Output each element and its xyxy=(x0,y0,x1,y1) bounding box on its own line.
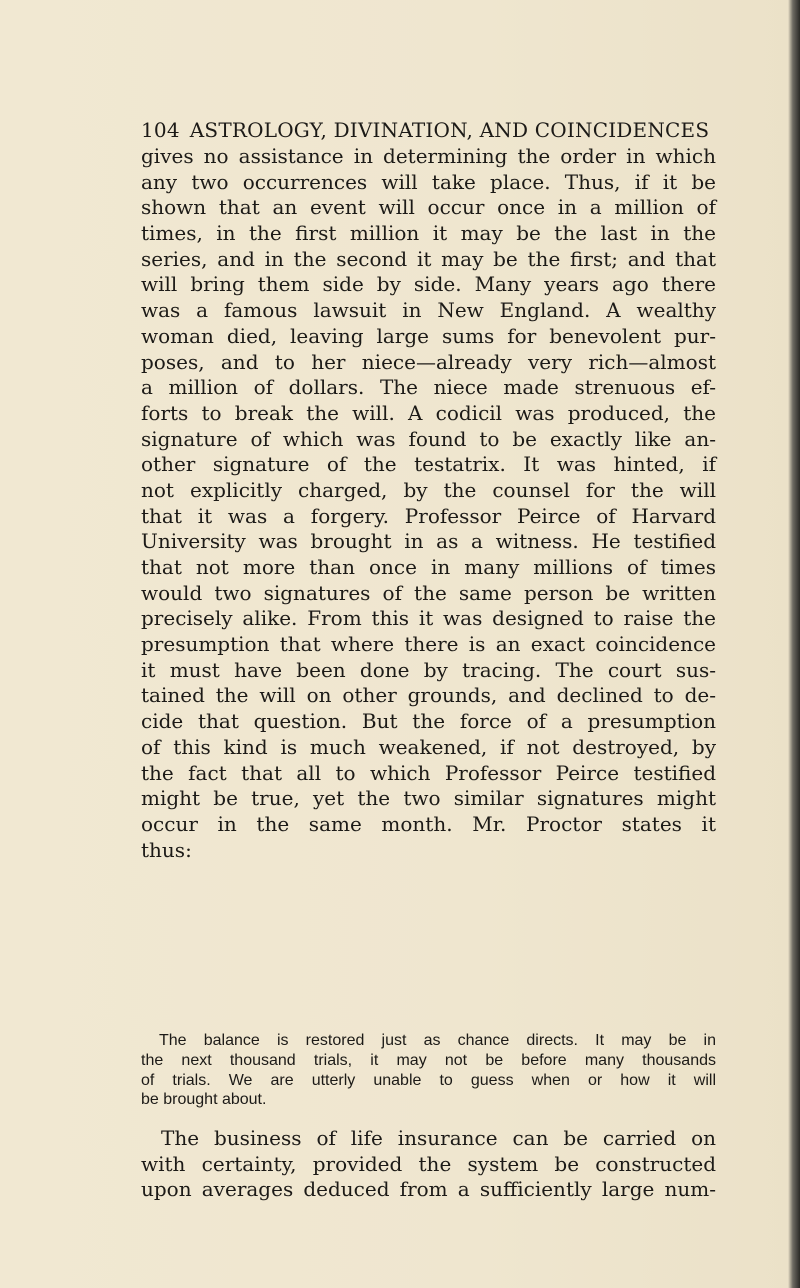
text-line: tained the will on other grounds, and declined to de- xyxy=(141,683,716,708)
text-line: that not more than once in many millions of times xyxy=(141,555,716,579)
quote-line: the next thousand trials, it may not be before many thousands xyxy=(141,1051,716,1069)
text-line: will bring them side by side. Many years ago there xyxy=(141,272,716,297)
block-quotation xyxy=(141,1031,716,1110)
text-line: gives no assistance in determining the order in which xyxy=(141,144,716,168)
text-line: a million of dollars. The niece made strenuous ef- xyxy=(141,375,716,400)
text-line: series, and in the second it may be the first; and that xyxy=(141,246,716,271)
text-line: other signature of the testatrix. It was hinted, if xyxy=(141,452,716,477)
text-line: would two signatures of the same person be written xyxy=(141,580,716,605)
text-line: not explicitly charged, by the counsel for the will xyxy=(141,477,716,502)
text-line: woman died, leaving large sums for benevolent pur- xyxy=(141,323,716,348)
text-line: upon averages deduced from a sufficiently large num- xyxy=(141,1177,716,1202)
text-line: precisely alike. From this it was designed to raise the xyxy=(141,606,716,631)
text-line: the fact that all to which Professor Peirce testified xyxy=(141,760,716,785)
running-head xyxy=(141,118,711,142)
text-line: thus: xyxy=(141,837,192,862)
paragraph-insurance xyxy=(141,1126,716,1203)
text-line: shown that an event will occur once in a million of xyxy=(141,195,716,220)
paragraph-main xyxy=(141,144,716,863)
quote-line: be brought about. xyxy=(141,1091,267,1109)
text-line: University was brought in as a witness. He testified xyxy=(141,529,716,554)
text-line: occur in the same month. Mr. Proctor states it xyxy=(141,811,716,836)
text-line: of this kind is much weakened, if not destroyed, by xyxy=(141,734,716,759)
text-line: any two occurrences will take place. Thus, if it be xyxy=(141,169,716,194)
text-line: times, in the first million it may be the last in the xyxy=(141,221,716,246)
text-line: cide that question. But the force of a presumption xyxy=(141,709,716,734)
running-title: ASTROLOGY, DIVINATION, AND COINCIDENCES xyxy=(189,118,710,142)
text-line: presumption that where there is an exact coincidence xyxy=(141,632,716,657)
page-number: 104 xyxy=(141,118,180,142)
text-line: was a famous lawsuit in New England. A wealthy xyxy=(141,298,716,323)
text-line: forts to break the will. A codicil was produced, the xyxy=(141,400,716,425)
quote-line: of trials. We are utterly unable to guess when or how it will xyxy=(141,1071,716,1089)
text-line: that it was a forgery. Professor Peirce of Harvard xyxy=(141,503,716,528)
text-line: might be true, yet the two similar signatures might xyxy=(141,786,716,811)
page-edge-shadow xyxy=(788,0,800,1288)
text-line: signature of which was found to be exactly like an- xyxy=(141,426,716,451)
text-line: The business of life insurance can be carried on xyxy=(161,1126,716,1150)
text-line: it must have been done by tracing. The court sus- xyxy=(141,657,716,682)
text-line: poses, and to her niece—already very rich—almost xyxy=(141,349,716,374)
text-line: with certainty, provided the system be constructed xyxy=(141,1151,716,1176)
quote-line: The balance is restored just as chance directs. It may be in xyxy=(159,1032,716,1049)
